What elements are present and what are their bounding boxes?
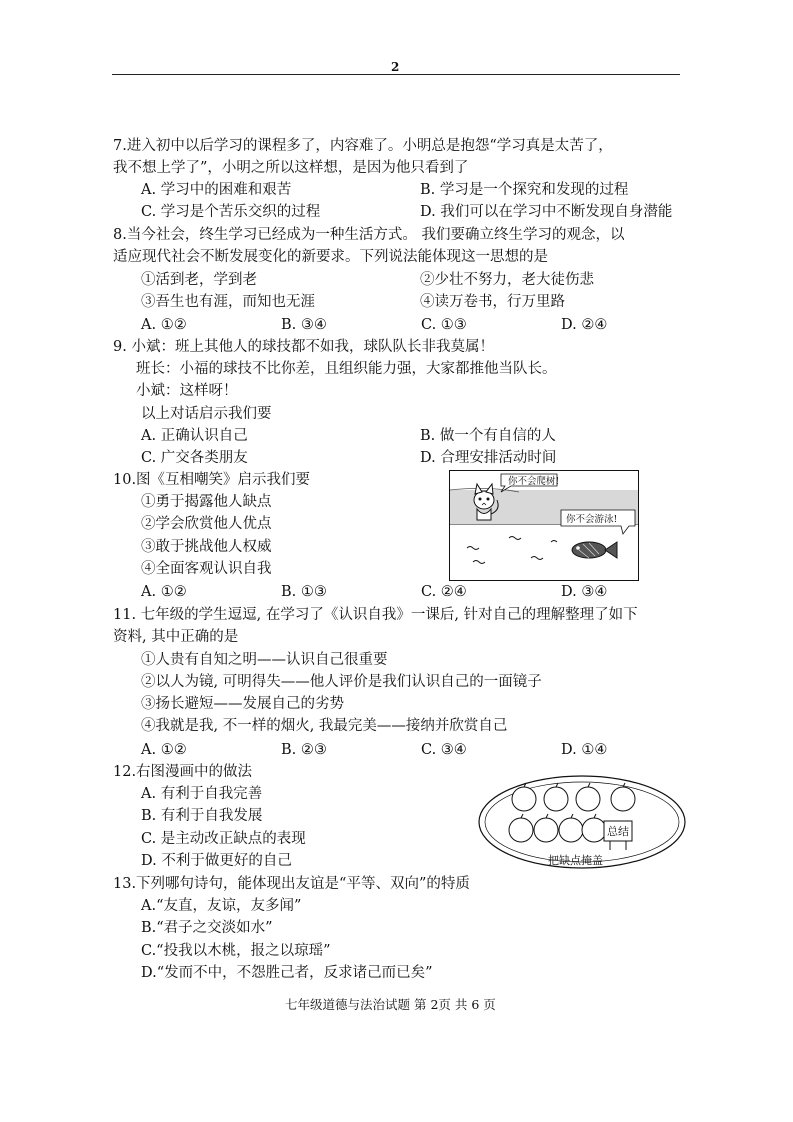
page-number: 2 (391, 60, 400, 74)
q7-stem-line2: 我不想上学了”，小明之所以这样想，是因为他只看到了 (113, 160, 469, 176)
q10-option-a: A. ①② (141, 584, 187, 600)
q11-item-2: ②以人为镜, 可明得失——他人评价是我们认识自己的一面镜子 (141, 674, 542, 690)
q9-line2: 班长：小福的球技不比你差，且组织能力强，大家都推他当队长。 (136, 361, 557, 377)
q8-stem-line1: 8.当今社会，终生学习已经成为一种生活方式。 我们要确立终生学习的观念，以 (113, 227, 625, 243)
q10-option-c: C. ②④ (421, 584, 467, 600)
summary-board-label: 总结 (607, 825, 629, 838)
q8-item-3: ③吾生也有涯，而知也无涯 (141, 294, 315, 310)
q8-option-b: B. ③④ (281, 317, 327, 333)
fish-speech-text: 你不会游泳! (566, 514, 618, 525)
q8-item-2: ②少壮不努力，老大徒伤悲 (420, 272, 594, 288)
q8-item-1: ①活到老，学到老 (141, 272, 257, 288)
q10-option-b: B. ①③ (281, 584, 327, 600)
q11-item-4: ④我就是我, 不一样的烟火, 我最完美——接纳并欣赏自己 (141, 718, 508, 734)
q12-option-c: C. 是主动改正缺点的表现 (141, 831, 306, 847)
cat-speech-text: 你不会爬树! (508, 476, 560, 487)
q12-option-a: A. 有利于自我完善 (141, 786, 263, 802)
q13-option-c: C.“投我以木桃，报之以琼瑶” (141, 943, 331, 959)
q7-option-c: C. 学习是个苦乐交织的过程 (141, 204, 321, 220)
q9-line3: 小斌：这样呀！ (136, 383, 238, 399)
q7-stem-line1: 7.进入初中以后学习的课程多了，内容难了。小明总是抱怨“学习真是太苦了， (113, 138, 613, 154)
q11-option-b: B. ②③ (281, 742, 327, 758)
q7-option-a: A. 学习中的困难和艰苦 (141, 182, 292, 198)
q12-option-b: B. 有利于自我发展 (141, 808, 263, 824)
mutual-mockery-cartoon (449, 470, 639, 581)
q13-stem: 13.下列哪句诗句，能体现出友谊是“平等、双向”的特质 (113, 876, 470, 892)
q10-item-3: ③敢于挑战他人权威 (141, 539, 272, 555)
q10-item-2: ②学会欣赏他人优点 (141, 516, 272, 532)
q10-stem: 10.图《互相嘲笑》启示我们要 (113, 472, 311, 488)
q12-stem: 12.右图漫画中的做法 (113, 764, 253, 780)
q10-item-1: ①勇于揭露他人缺点 (141, 494, 272, 510)
q9-line4: 以上对话启示我们要 (141, 406, 272, 422)
q10-option-d: D. ③④ (561, 584, 608, 600)
header-rule (112, 74, 680, 75)
q11-option-c: C. ③④ (421, 742, 467, 758)
q8-stem-line2: 适应现代社会不断发展变化的新要求。下列说法能体现这一思想的是 (113, 249, 548, 265)
q7-option-b: B. 学习是一个探究和发现的过程 (420, 182, 629, 198)
q11-stem-line2: 资料, 其中正确的是 (113, 629, 239, 645)
q13-option-d: D.“发而不中，不怨胜己者，反求诸己而已矣” (141, 965, 433, 981)
q9-option-b: B. 做一个有自信的人 (420, 428, 556, 444)
q9-option-c: C. 广交各类朋友 (141, 450, 248, 466)
q8-option-a: A. ①② (141, 317, 187, 333)
q11-stem-line1: 11. 七年级的学生逗逗, 在学习了《认识自我》一课后, 针对自己的理解整理了如下 (113, 607, 638, 623)
q8-item-4: ④读万卷书，行万里路 (420, 294, 565, 310)
page-footer: 七年级道德与法治试题 第 2页 共 6 页 (285, 997, 496, 1012)
q9-option-a: A. 正确认识自己 (141, 428, 248, 444)
cover-up-faults-cartoon (476, 770, 688, 878)
q12-option-d: D. 不利于做更好的自己 (141, 853, 292, 869)
q11-item-1: ①人贵有自知之明——认识自己很重要 (141, 652, 388, 668)
q9-option-d: D. 合理安排活动时间 (420, 450, 557, 466)
q8-option-c: C. ①③ (421, 317, 467, 333)
cartoon-caption: 把缺点掩盖 (548, 854, 603, 867)
q13-option-a: A.“友直，友谅，友多闻” (141, 898, 302, 914)
q7-option-d: D. 我们可以在学习中不断发现自身潜能 (420, 204, 673, 220)
q13-option-b: B.“君子之交淡如水” (141, 920, 273, 936)
q11-option-a: A. ①② (141, 742, 187, 758)
q8-option-d: D. ②④ (561, 317, 608, 333)
q11-item-3: ③扬长避短——发展自己的劣势 (141, 696, 344, 712)
q11-option-d: D. ①④ (561, 742, 608, 758)
q10-item-4: ④全面客观认识自我 (141, 561, 272, 577)
q9-line1: 9. 小斌：班上其他人的球技都不如我，球队队长非我莫属！ (113, 339, 494, 355)
